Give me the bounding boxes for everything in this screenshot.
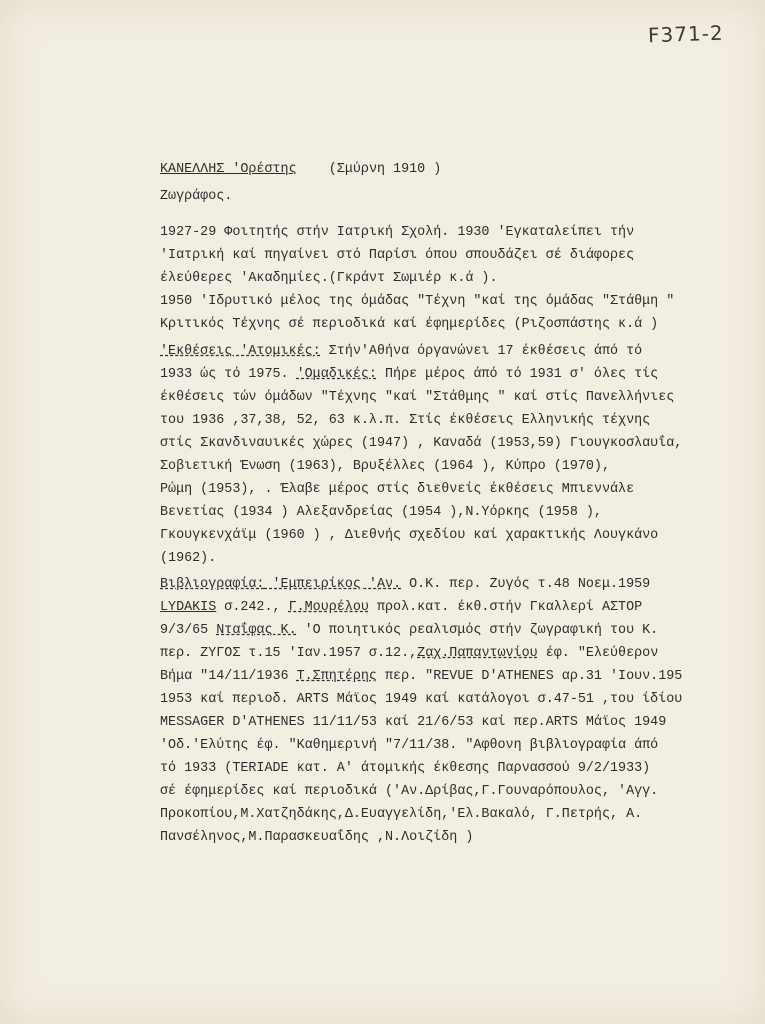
bibliography-line-5	[160, 665, 682, 688]
bio-line-5: Κριτικός Τέχνης σέ περιοδικά καί έφημερίδες (Ριζοσπάστης κ.ά )	[160, 317, 659, 332]
exhibitions-line-9: Γκουγκενχάϊμ (1960 ) , Διεθνής σχεδίου καί χαρακτικής Λουγκάνο	[160, 528, 659, 543]
author-mourelou: Γ.Μουρέλου	[288, 600, 369, 615]
author-daifas: Νταΐφας Κ.	[216, 623, 297, 638]
exhibitions-line-7: Ρώμη (1953), . Έλαβε μέρος στίς διεθνείς έκθέσεις Μπιεννάλε	[160, 482, 635, 497]
author-papantoniou: Ζαχ.Παπαντωνίου	[417, 646, 538, 661]
bibliography-text: σ.242.,	[216, 600, 289, 615]
bibliography-text: έφ. "Ελεύθερον	[537, 646, 659, 661]
artist-name: ΚΑΝΕΛΛΗΣ 'Ορέστης	[160, 162, 297, 177]
exhibitions-line-4: του 1936 ,37,38, 52, 63 κ.λ.π. Στίς έκθέσεις Ελληνικής τέχνης	[160, 413, 651, 428]
author-spiteris: Τ.Σπητέρης	[296, 669, 377, 684]
bibliography-text: 9/3/65	[160, 623, 217, 638]
bibliography-line-6: 1953 καί περιοδ. ARTS Μάϊος 1949 καί κατάλογοι σ.47-51 ,του ίδίου	[160, 692, 683, 707]
author-empeirikos: 'Εμπειρίκος 'Αν.	[264, 577, 402, 592]
bio-line-2: 'Ιατρική καί πηγαίνει στό Παρίσι όπου σπουδάζει σέ διάφορες	[160, 248, 635, 263]
heading-group-exhibitions: 'Ομαδικές:	[296, 367, 377, 382]
bibliography-text: Ο.Κ. περ. Ζυγός τ.48 Νοεμ.1959	[401, 577, 651, 592]
bio-line-4: 1950 'Ιδρυτικό μέλος της όμάδας "Τέχνη "καί της όμάδας "Στάθμη "	[160, 294, 675, 309]
exhibitions-line-5: στίς Σκανδιναυικές χώρες (1947) , Καναδά (1953,59) Γιουγκοσλαυΐα,	[160, 436, 683, 451]
exhibitions-line-2	[160, 363, 658, 386]
bibliography-text: 'Ο ποιητικός ρεαλισμός στήν ζωγραφική του Κ.	[296, 623, 659, 638]
bio-line-3: έλεύθερες 'Ακαδημίες.(Γκράντ Σωμιέρ κ.ά ).	[160, 271, 498, 286]
heading-solo-exhibitions: 'Εκθέσεις 'Ατομικές:	[160, 344, 321, 359]
exhibitions-line-6: Σοβιετική Ένωση (1963), Βρυξέλλες (1964 ), Κύπρο (1970),	[160, 459, 610, 474]
heading-bibliography: Βιβλιογραφία:	[160, 577, 265, 592]
bibliography-text: προλ.κατ. έκθ.στήν Γκαλλερί ΑΣΤΟΡ	[368, 600, 643, 615]
author-lydakis: LYDAKIS	[160, 600, 217, 615]
bibliography-line-11: Προκοπίου,Μ.Χατζηδάκης,Δ.Ευαγγελίδη,'Ελ.Βακαλό, Γ.Πετρής, Α.	[160, 807, 643, 822]
archive-reference-handwritten: F371-2	[647, 20, 725, 48]
exhibitions-line-1	[160, 340, 642, 363]
birth-info: (Σμύρνη 1910 )	[328, 162, 442, 177]
bibliography-line-10: σέ έφημερίδες καί περιοδικά ('Αν.Δρίβας,Γ.Γουναρόπουλος, 'Αγγ.	[160, 784, 659, 799]
bibliography-text: Βήμα "14/11/1936	[160, 669, 297, 684]
exhibitions-line-3: έκθέσεις τών όμάδων "Τέχνης "καί "Στάθμης " καί στίς Πανελλήνιες	[160, 390, 675, 405]
bibliography-line-8: 'Οδ.'Ελύτης έφ. "Καθημερινή "7/11/38. "Αφθονη βιβλιογραφία άπό	[160, 738, 659, 753]
bibliography-line-3	[160, 619, 658, 642]
bibliography-line-12: Πανσέληνος,Μ.Παρασκευαΐδης ,Ν.Λοιζίδη )	[160, 830, 474, 845]
bibliography-line-9: τό 1933 (TERIADE κατ. Α' άτομικής έκθεσης Παρνασσού 9/2/1933)	[160, 761, 651, 776]
exhibitions-text: Πήρε μέρος άπό τό 1931 σ' όλες τίς	[376, 367, 659, 382]
bibliography-line-7: MESSAGER D'ATHENES 11/11/53 καί 21/6/53 καί περ.ARTS Μάϊος 1949	[160, 715, 667, 730]
header-line	[160, 158, 441, 181]
exhibitions-line-8: Βενετίας (1934 ) Αλεξανδρείας (1954 ),Ν.Υόρκης (1958 ),	[160, 505, 602, 520]
exhibitions-text: Στήν'Αθήνα όργανώνει 17 έκθέσεις άπό τό	[320, 344, 643, 359]
bio-line-1: 1927-29 Φοιτητής στήν Ιατρική Σχολή. 1930 'Εγκαταλείπει τήν	[160, 225, 635, 240]
bibliography-text: περ. "REVUE D'ATHENES αρ.31 'Ιουν.195	[376, 669, 683, 684]
profession: Ζωγράφος.	[160, 189, 233, 204]
bibliography-line-2	[160, 596, 642, 619]
bibliography-line-4	[160, 642, 658, 665]
bibliography-line-1	[160, 573, 650, 596]
exhibitions-text: 1933 ώς τό 1975.	[160, 367, 297, 382]
exhibitions-line-10: (1962).	[160, 551, 217, 566]
bibliography-text: περ. ΖΥΓΟΣ τ.15 'Ιαν.1957 σ.12.,	[160, 646, 418, 661]
